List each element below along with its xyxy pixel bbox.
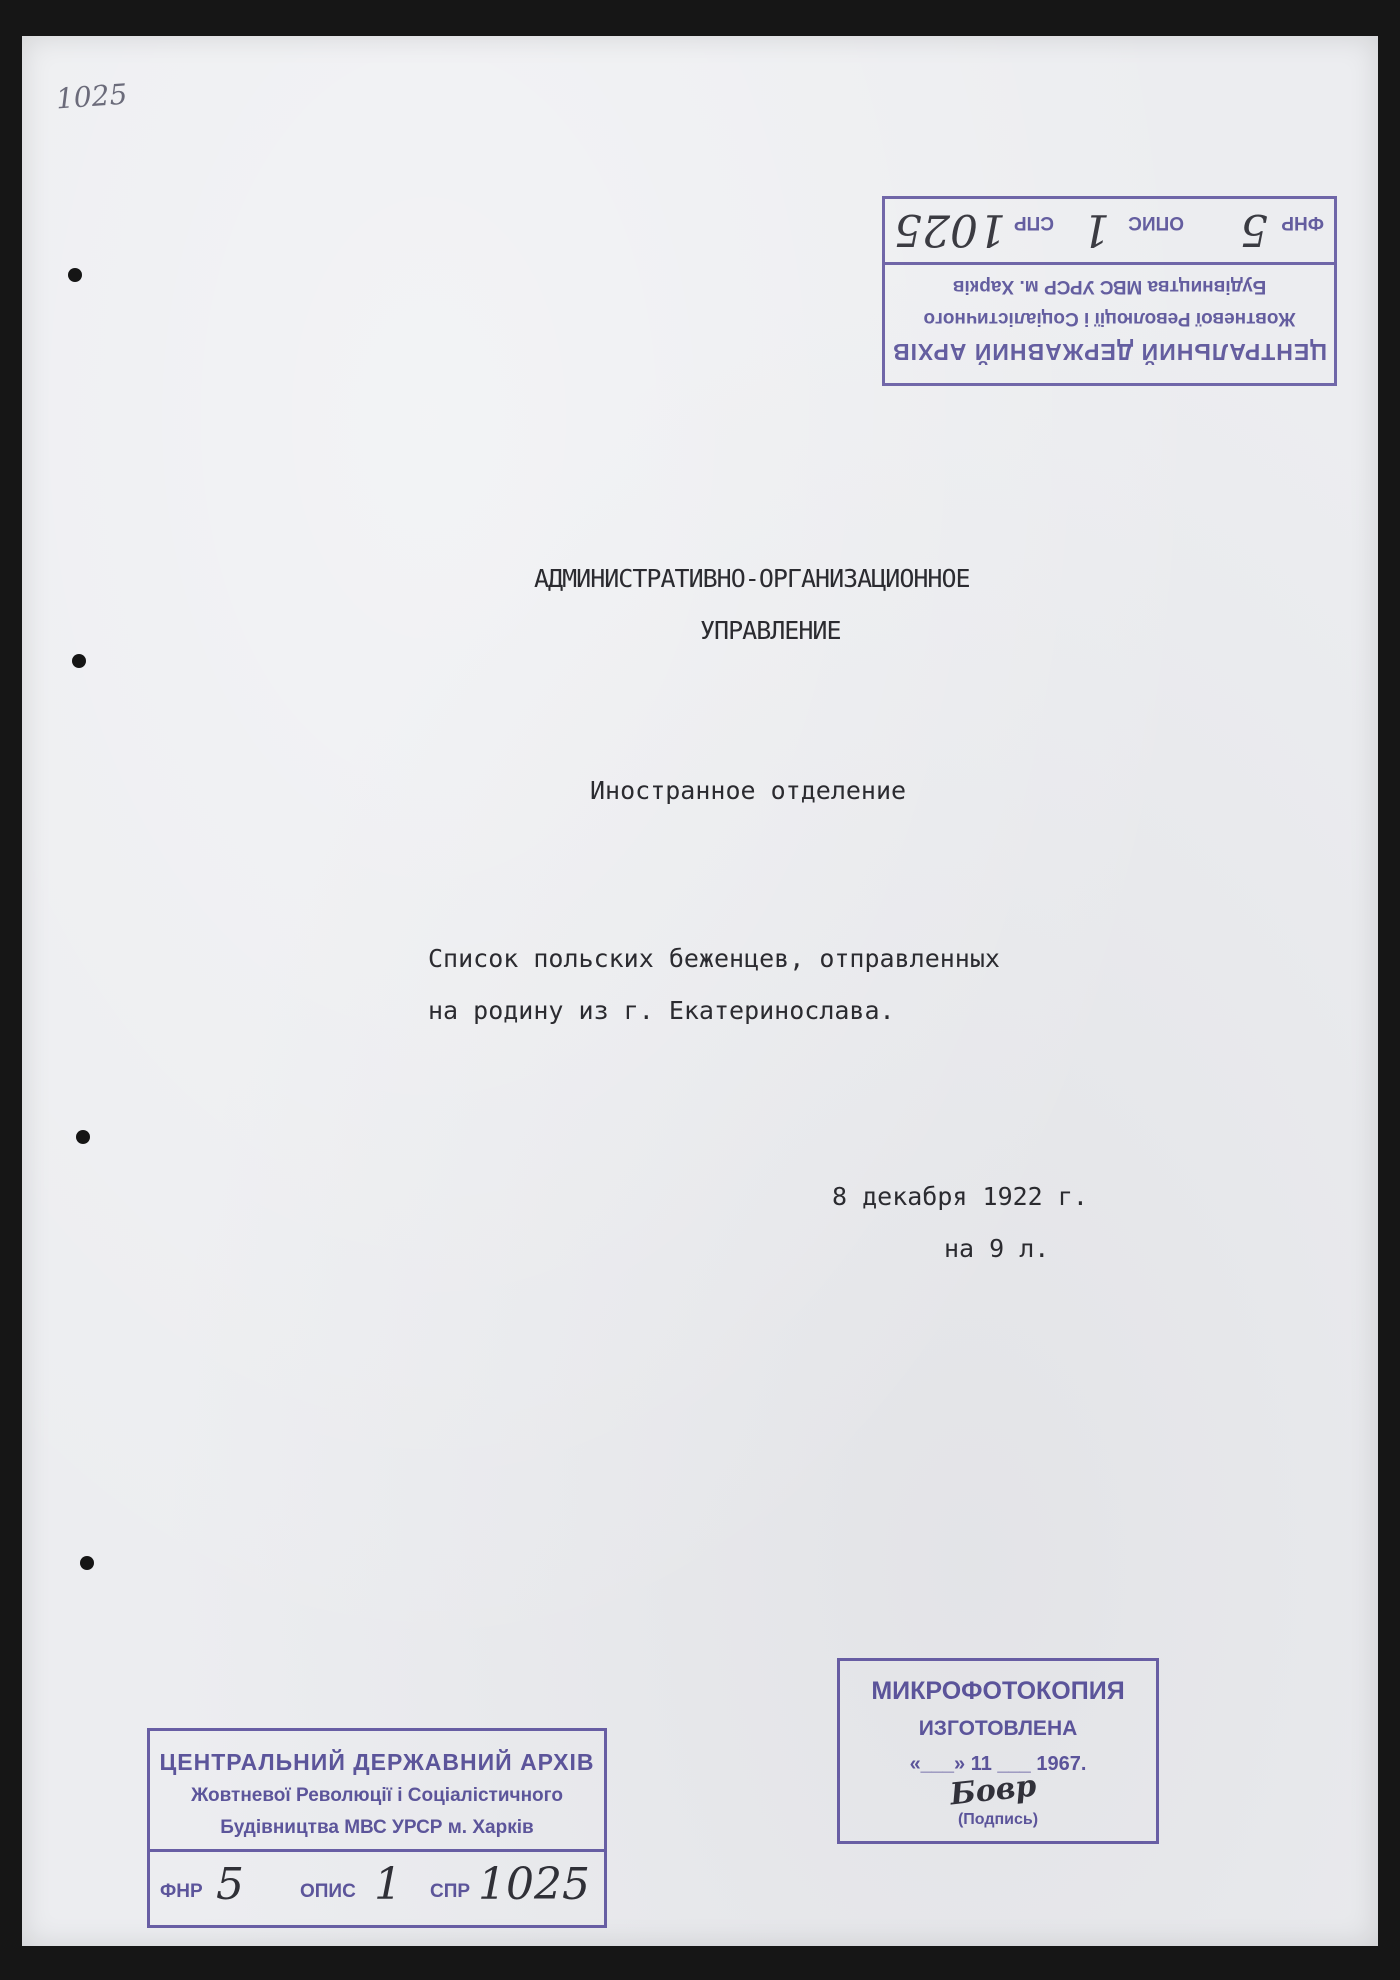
microfilm-stamp [837, 1658, 1159, 1844]
item-value: 1025 [894, 204, 1006, 255]
stamp-line-location: Будівництва МВС УРСР м. Харків [220, 1817, 534, 1838]
heading-line-1: АДМИНИСТРАТИВНО-ОРГАНИЗАЦИОННОЕ [534, 564, 970, 593]
fund-value: 5 [1240, 204, 1268, 255]
heading-line-2: УПРАВЛЕНИЕ [700, 616, 841, 645]
punch-hole [72, 654, 86, 668]
archive-stamp [147, 1728, 607, 1928]
item-label: СПР [1013, 212, 1054, 233]
stamp-reference-row [895, 195, 1324, 255]
stamp-line-subtitle: Жовтневої Революції і Соціалістичного [191, 1785, 563, 1806]
fund-label: ФНР [160, 1881, 203, 1902]
corner-handwritten-number: 1025 [54, 77, 129, 116]
sheet-count: на 9 л. [944, 1234, 1050, 1263]
fund-label: ФНР [1281, 212, 1324, 233]
opis-value: 1 [1082, 204, 1110, 255]
fund-value: 5 [216, 1859, 244, 1910]
stamp-line-archive-name: ЦЕНТРАЛЬНИЙ ДЕРЖАВНИЙ АРХІВ [892, 339, 1327, 365]
item-label: СПР [430, 1881, 471, 1902]
microfilm-status: ИЗГОТОВЛЕНА [918, 1717, 1078, 1740]
stamp-line-location: Будівництва МВС УРСР м. Харків [952, 276, 1267, 297]
department-name: Иностранное отделение [590, 776, 907, 805]
opis-label: ОПИС [300, 1881, 356, 1902]
item-value: 1025 [478, 1859, 590, 1910]
stamp-divider [150, 1849, 604, 1852]
title-line-2: на родину из г. Екатеринослава. [428, 996, 895, 1025]
punch-hole [76, 1130, 90, 1144]
archive-stamp-upside-down [882, 196, 1337, 386]
punch-hole [68, 268, 82, 282]
microfilm-date: «___» 11 ___ 1967. [909, 1753, 1087, 1775]
opis-label: ОПИС [1128, 212, 1184, 233]
stamp-line-archive-name: ЦЕНТРАЛЬНИЙ ДЕРЖАВНИЙ АРХІВ [159, 1749, 595, 1775]
document-page [22, 36, 1378, 1946]
microfilm-title: МИКРОФОТОКОПИЯ [871, 1677, 1125, 1705]
stamp-divider [885, 262, 1334, 265]
signature-scribble: Бовр [948, 1768, 1038, 1813]
title-line-1: Список польских беженцев, отправленных [428, 944, 1000, 973]
punch-hole [80, 1556, 94, 1570]
opis-value: 1 [374, 1859, 402, 1910]
document-date: 8 декабря 1922 г. [832, 1182, 1088, 1211]
signature-caption: (Подпись) [957, 1811, 1039, 1828]
stamp-reference-row [160, 1859, 594, 1919]
stamp-line-subtitle: Жовтневої Революції і Соціалістичного [923, 308, 1296, 329]
